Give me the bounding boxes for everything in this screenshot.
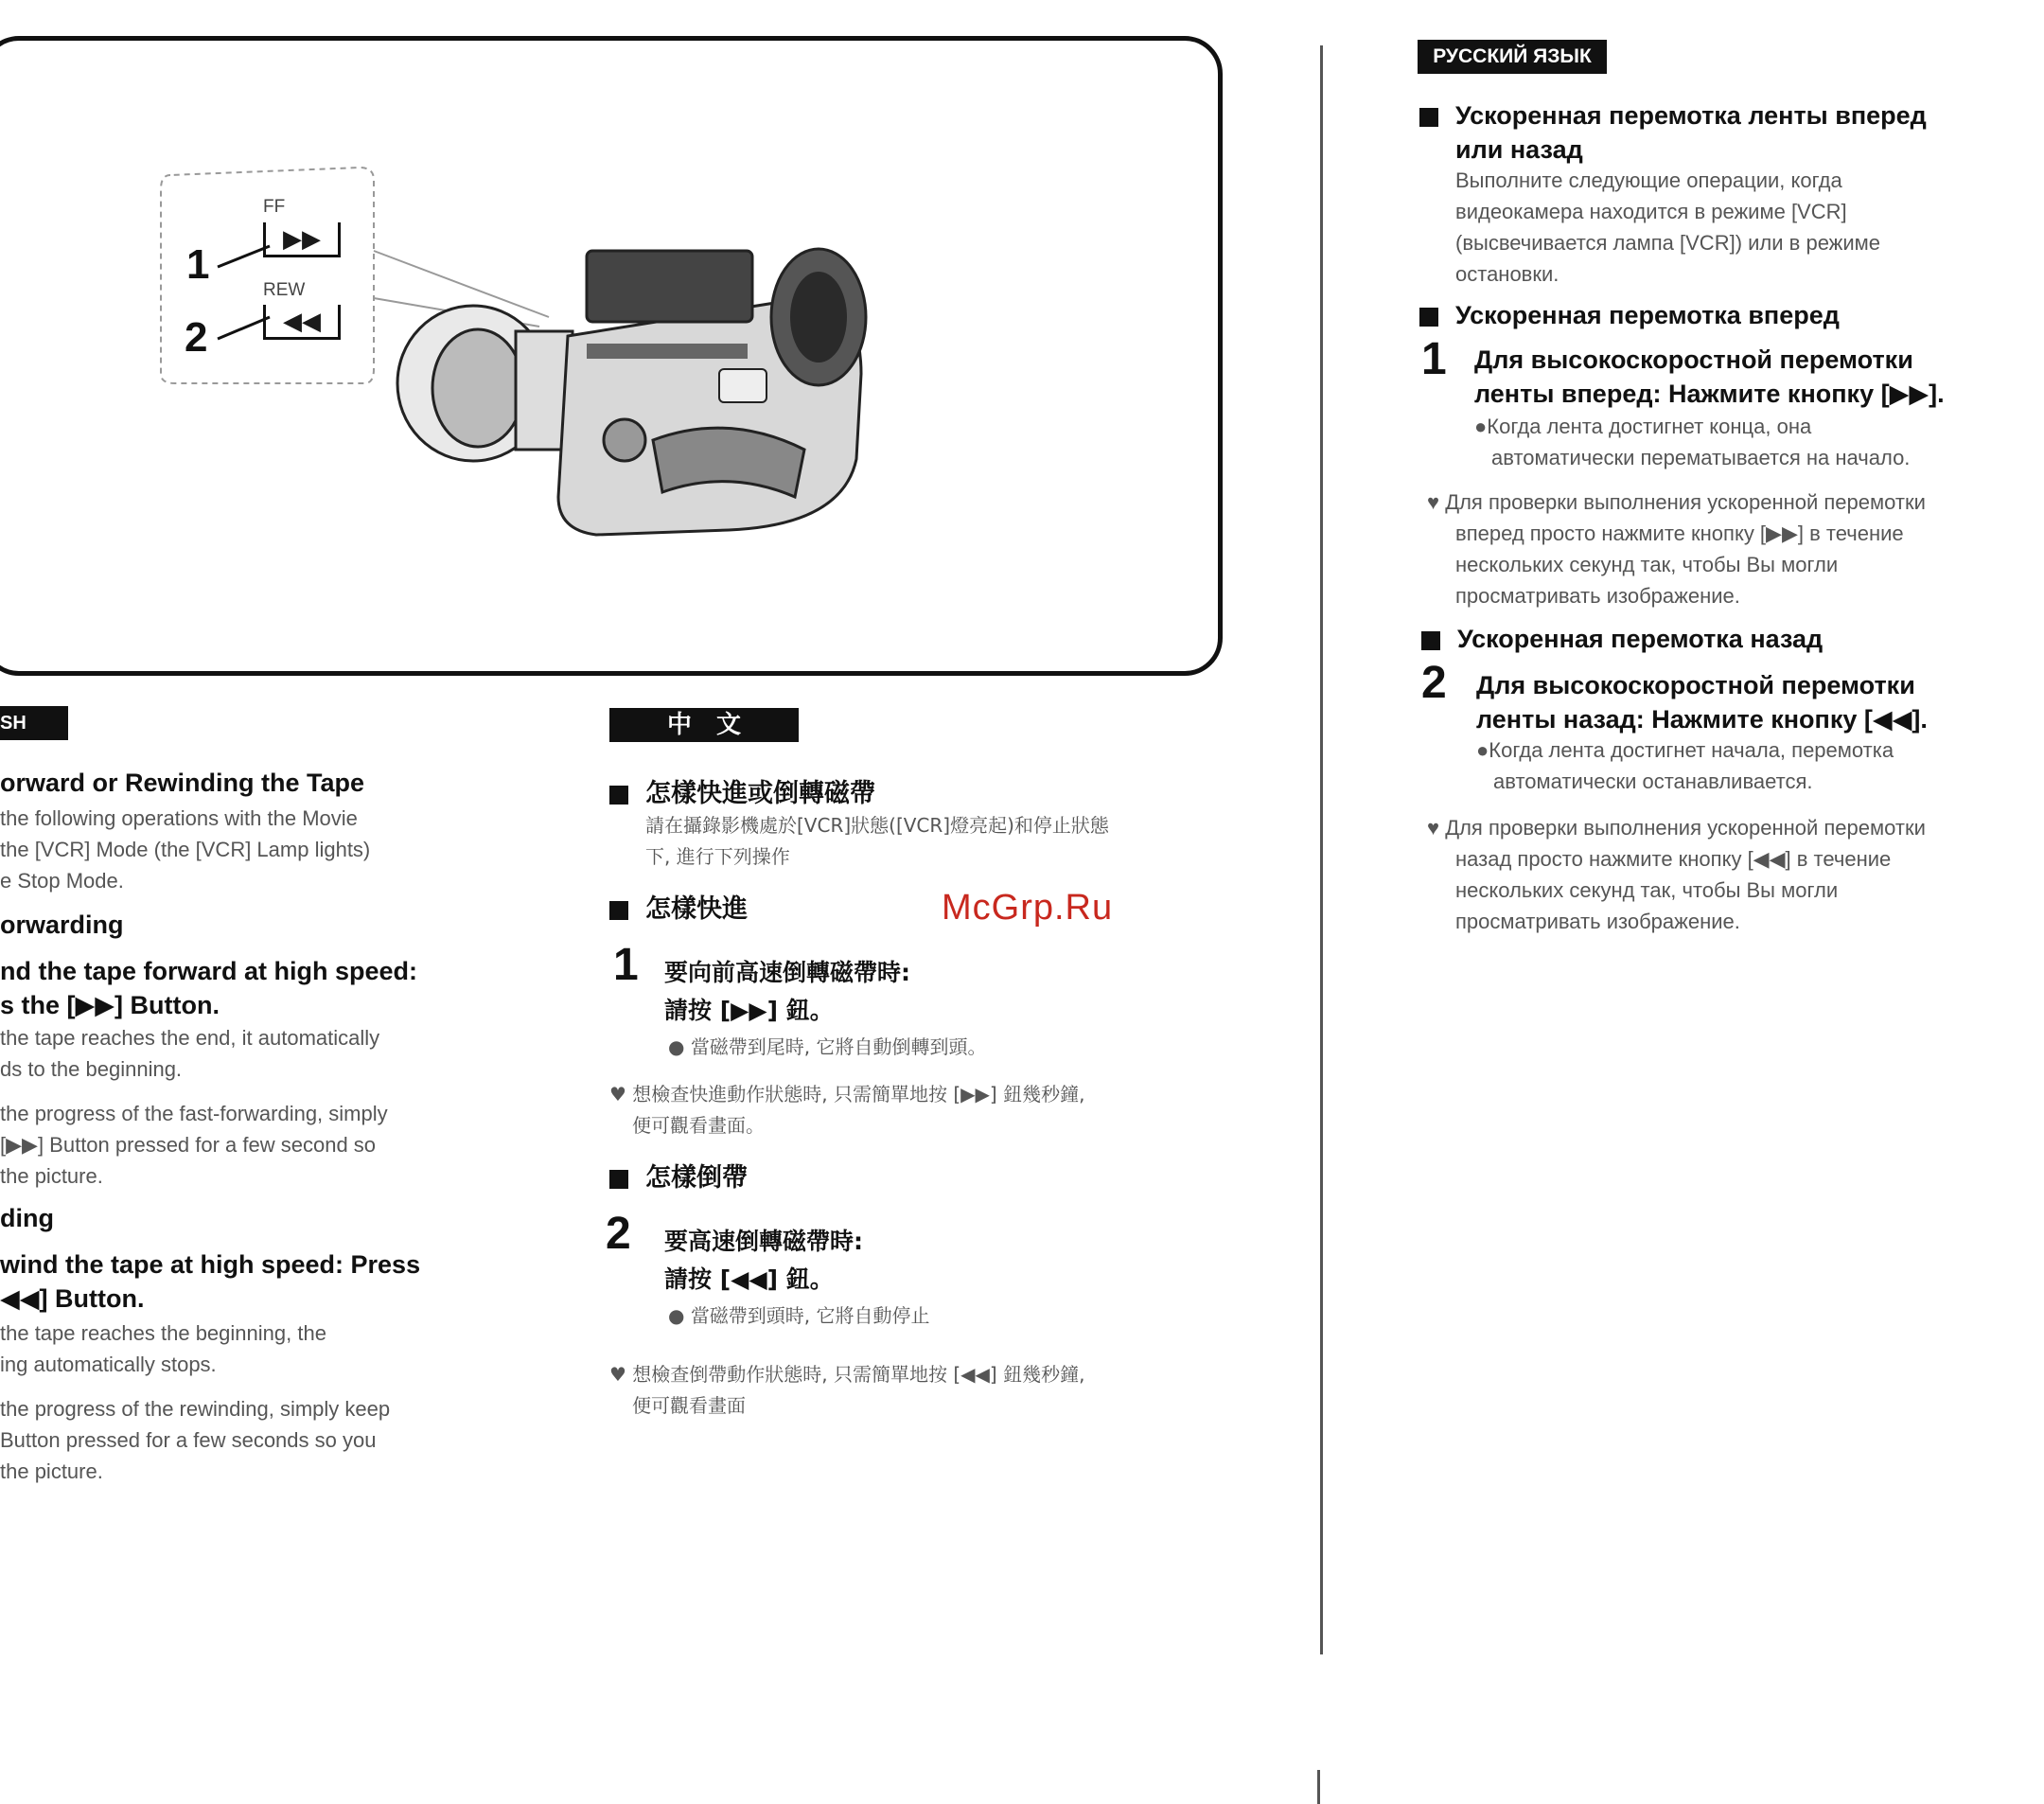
- column-divider: [1320, 45, 1323, 1654]
- russian-title: Ускоренная перемотка ленты вперед или назад: [1419, 98, 1927, 167]
- russian-sub-ff: Ускоренная перемотка вперед: [1419, 301, 1840, 330]
- rew-button[interactable]: ◀◀: [263, 305, 341, 340]
- chinese-note2: ● 當磁帶到頭時, 它將自動停止: [668, 1304, 930, 1327]
- chinese-note1: ● 當磁帶到尾時, 它將自動倒轉到頭。: [668, 1035, 987, 1058]
- rew-label: REW: [263, 280, 306, 300]
- english-title: orward or Rewinding the Tape: [0, 769, 365, 797]
- russian-step2: Для высокоскоростной перемотки ленты назад: Нажмите кнопку [◀◀].: [1476, 671, 1928, 734]
- callout-1: 1: [186, 241, 210, 288]
- bullet-square: [1419, 108, 1438, 127]
- english-sub-ff: orwarding: [0, 911, 124, 939]
- english-tip2: the progress of the rewinding, simply keep Button pressed for a few seconds so you the picture.: [0, 1397, 391, 1483]
- ff-label: FF: [263, 197, 286, 217]
- chinese-step1: 要向前高速倒轉磁帶時: 請按 [▶▶] 鈕。: [664, 959, 910, 1024]
- bullet-square: [609, 901, 628, 920]
- russian-step2-number: 2: [1421, 658, 1447, 708]
- russian-tag: РУССКИЙ ЯЗЫК: [1418, 40, 1607, 74]
- watermark-text: McGrp.Ru: [942, 888, 1114, 928]
- russian-tip1: ♥ Для проверки выполнения ускоренной перемотки вперед просто нажмите кнопку [▶▶] в течение нескольких секунд так, чтобы Вы могли просматривать изображение.: [1427, 490, 1926, 608]
- english-step1: nd the tape forward at high speed: s the [▶▶] Button.: [0, 957, 418, 1019]
- russian-tip2: ♥ Для проверки выполнения ускоренной перемотки назад просто нажмите кнопку [◀◀] в течение нескольких секунд так, чтобы Вы могли просматривать изображение.: [1427, 816, 1926, 933]
- bullet-square: [1419, 308, 1438, 327]
- chinese-sub-rew: 怎樣倒帶: [609, 1157, 748, 1194]
- chinese-step2: 要高速倒轉磁帶時: 請按 [◀◀] 鈕。: [664, 1228, 863, 1293]
- russian-intro: Выполните следующие операции, когда видеокамера находится в режиме [VCR] (высвечивается лампа [VCR]) или в режиме остановки.: [1455, 168, 1881, 286]
- russian-sub-rew: Ускоренная перемотка назад: [1421, 625, 1823, 654]
- russian-step1: Для высокоскоростной перемотки ленты вперед: Нажмите кнопку [▶▶].: [1474, 345, 1945, 408]
- chinese-tag: 中 文: [609, 708, 799, 742]
- english-note1: the tape reaches the end, it automatically ds to the beginning.: [0, 1026, 380, 1081]
- bullet-square: [1421, 631, 1440, 650]
- english-tip1: the progress of the fast-forwarding, simply [▶▶] Button pressed for a few second so the picture.: [0, 1102, 388, 1188]
- russian-step1-number: 1: [1421, 334, 1447, 384]
- chinese-tip1: ♥ 想檢查快進動作狀態時, 只需簡單地按 [▶▶] 鈕幾秒鐘, 便可觀看畫面。: [609, 1083, 1085, 1137]
- russian-note2: ●Когда лента достигнет начала, перемотка автоматически останавливается.: [1476, 738, 1894, 793]
- column-divider-bottom: [1317, 1770, 1320, 1804]
- callout-lines: [213, 227, 279, 341]
- english-tag: SH: [0, 706, 68, 740]
- chinese-intro: 請在攝錄影機處於[VCR]狀態([VCR]燈亮起)和停止狀態 下, 進行下列操作: [645, 814, 1109, 868]
- english-intro: the following operations with the Movie the [VCR] Mode (the [VCR] Lamp lights) e Stop Mode.: [0, 806, 371, 893]
- english-step2: wind the tape at high speed: Press ◀◀] Button.: [0, 1250, 421, 1313]
- callout-2: 2: [185, 314, 208, 361]
- chinese-sub-ff: 怎樣快進: [609, 888, 748, 925]
- chinese-step1-number: 1: [613, 940, 639, 990]
- bullet-square: [609, 1170, 628, 1189]
- english-note2: the tape reaches the beginning, the ing automatically stops.: [0, 1321, 326, 1376]
- chinese-title: 怎樣快進或倒轉磁帶: [609, 772, 875, 809]
- camcorder-illustration: [142, 156, 880, 563]
- chinese-step2-number: 2: [606, 1209, 631, 1259]
- bullet-square: [609, 786, 628, 805]
- english-sub-rew: ding: [0, 1204, 54, 1232]
- russian-note1: ●Когда лента достигнет конца, она автоматически перематывается на начало.: [1474, 415, 1911, 469]
- chinese-tip2: ♥ 想檢查倒帶動作狀態時, 只需簡單地按 [◀◀] 鈕幾秒鐘, 便可觀看畫面: [609, 1363, 1085, 1417]
- ff-button[interactable]: ▶▶: [263, 222, 341, 257]
